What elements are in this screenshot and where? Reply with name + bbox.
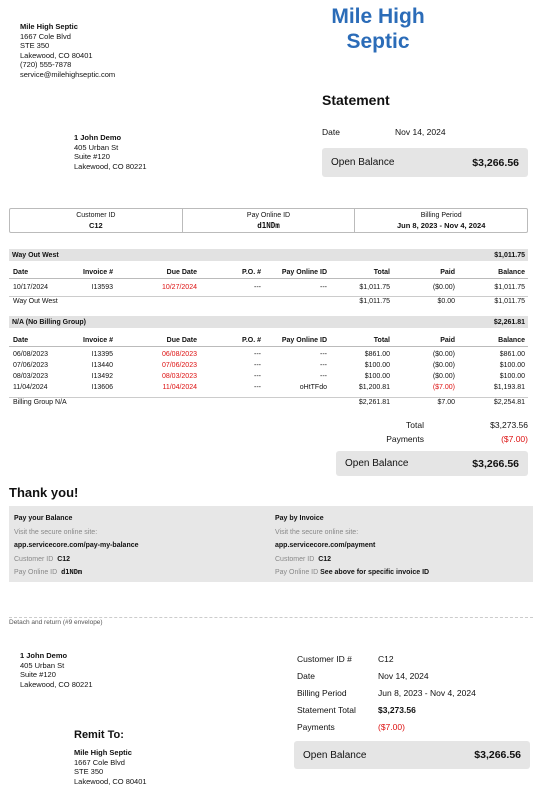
pay-balance-section: [14, 512, 139, 580]
open-balance-label: Open Balance: [345, 458, 409, 469]
col-total: Total: [373, 269, 390, 276]
statement-date: Nov 14, 2024: [395, 127, 446, 137]
stub-payments: ($7.00): [378, 722, 405, 732]
col-invoice: Invoice #: [83, 337, 113, 344]
table-row: [9, 372, 528, 382]
row-date: 07/06/2023: [13, 362, 49, 369]
col-pay-online-id: Pay Online ID: [281, 337, 327, 344]
pay-invoice-customer-id-label: Customer ID: [275, 555, 315, 563]
stub-customer-name: 1 John Demo: [20, 651, 68, 660]
row-pay-online-id: ---: [320, 373, 327, 380]
pay-invoice-title: Pay by Invoice: [275, 515, 324, 522]
subtotal-label: Way Out West: [13, 298, 58, 305]
total-value: $3,273.56: [490, 420, 528, 430]
col-due-date: Due Date: [166, 269, 197, 276]
col-balance: Balance: [498, 269, 525, 276]
billing-period-value: Jun 8, 2023 - Nov 4, 2024: [396, 221, 486, 230]
row-balance: $100.00: [499, 362, 525, 369]
customer-id-label: Customer ID: [76, 212, 116, 219]
remit-company-name: Mile High Septic: [74, 748, 132, 757]
row-invoice: I13395: [91, 351, 113, 358]
statement-title: Statement: [322, 92, 390, 108]
group-subtotal-row: [9, 296, 528, 306]
row-po: ---: [254, 384, 261, 391]
row-pay-online-id: oHtTFdo: [299, 384, 327, 391]
row-total: $861.00: [364, 351, 390, 358]
row-invoice: I13492: [91, 373, 113, 380]
row-due-date: 07/06/2023: [161, 362, 197, 369]
stub-statement-total: $3,273.56: [378, 705, 416, 715]
group-subtotal-row: [9, 397, 528, 407]
remit-address-block: [74, 748, 147, 786]
row-total: $1,200.81: [358, 384, 390, 391]
pay-invoice-online-note: See above for specific invoice ID: [320, 569, 430, 576]
col-paid: Paid: [440, 337, 455, 344]
stub-open-balance-amount: $3,266.56: [474, 749, 521, 761]
company-address2: STE 350: [20, 41, 50, 50]
stub-customer-id: C12: [378, 654, 394, 664]
open-balance-amount: $3,266.56: [472, 457, 519, 470]
company-logo: [322, 4, 434, 60]
row-po: ---: [254, 362, 261, 369]
pay-online-id-label: Pay Online ID: [246, 212, 291, 219]
col-total: Total: [373, 337, 390, 344]
pay-online-id-cell: [182, 209, 355, 232]
table-row: [9, 361, 528, 371]
table-header-row: [9, 268, 528, 279]
group-name: Way Out West: [12, 251, 59, 259]
customer-address1: 405 Urban St: [74, 142, 119, 152]
stub-values: [378, 651, 476, 736]
row-date: 11/04/2024: [13, 384, 48, 391]
col-pay-online-id: Pay Online ID: [281, 269, 327, 276]
row-due-date: 10/27/2024: [161, 284, 197, 291]
table-row: [9, 283, 528, 293]
row-po: ---: [254, 373, 261, 380]
payments-label: Payments: [386, 434, 424, 444]
row-date: 08/03/2023: [13, 373, 49, 380]
group-header: [9, 249, 528, 261]
billing-period-label: Billing Period: [420, 212, 462, 219]
row-date: 06/08/2023: [13, 351, 49, 358]
pay-balance-customer-id-label: Customer ID: [14, 555, 54, 563]
stub-date-label: Date: [297, 671, 315, 681]
pay-invoice-url[interactable]: app.servicecore.com/payment: [275, 542, 376, 549]
pay-balance-online-id: d1NDm: [61, 568, 83, 576]
stub-customer-address: [20, 651, 93, 689]
col-balance: Balance: [498, 337, 525, 344]
open-balance-amount: $3,266.56: [472, 156, 519, 169]
stub-billing-period-label: Billing Period: [297, 688, 347, 698]
row-invoice: I13606: [91, 384, 113, 391]
row-pay-online-id: ---: [320, 284, 327, 291]
customer-id-cell: [10, 209, 182, 232]
logo-line2: Septic: [346, 30, 410, 53]
open-balance-box: [322, 148, 528, 177]
totals-open-balance-box: [336, 451, 528, 476]
stub-open-balance-box: [294, 741, 530, 769]
stub-customer-address1: 405 Urban St: [20, 660, 65, 670]
subtotal-paid: $0.00: [437, 298, 455, 305]
payment-instructions: [9, 506, 533, 582]
table-row: [9, 383, 528, 393]
row-paid: ($0.00): [432, 373, 455, 380]
remit-address1: 1667 Cole Blvd: [74, 757, 125, 767]
logo-line1: Mile High: [331, 5, 425, 28]
row-balance: $1,011.75: [494, 284, 525, 291]
open-balance-label: Open Balance: [331, 157, 395, 168]
col-po: P.O. #: [242, 269, 261, 276]
stub-labels: [297, 651, 356, 736]
row-paid: ($0.00): [432, 351, 455, 358]
total-label: Total: [406, 420, 424, 430]
row-invoice: I13440: [91, 362, 113, 369]
col-date: Date: [13, 269, 29, 276]
pay-balance-url[interactable]: app.servicecore.com/pay-my-balance: [14, 542, 139, 549]
subtotal-balance: $2,254.81: [493, 399, 525, 406]
stub-open-balance-label: Open Balance: [303, 749, 367, 761]
subtotal-total: $1,011.75: [359, 298, 390, 305]
row-due-date: 11/04/2024: [162, 384, 197, 391]
group-header: [9, 316, 528, 328]
row-due-date: 06/08/2023: [161, 351, 197, 358]
row-balance: $1,193.81: [493, 384, 525, 391]
row-paid: ($0.00): [432, 362, 455, 369]
account-ids-table: [9, 208, 528, 233]
col-paid: Paid: [440, 269, 455, 276]
stub-customer-address2: Suite #120: [20, 670, 56, 679]
group-name: N/A (No Billing Group): [12, 318, 87, 326]
row-pay-online-id: ---: [320, 351, 327, 358]
row-total: $100.00: [364, 373, 390, 380]
row-po: ---: [254, 284, 261, 291]
stub-customer-id-label: Customer ID #: [297, 654, 352, 664]
row-po: ---: [254, 351, 261, 358]
table-row: [9, 350, 528, 360]
company-name: Mile High Septic: [20, 22, 78, 31]
company-phone: (720) 555-7878: [20, 60, 72, 69]
pay-balance-visit: Visit the secure online site:: [14, 528, 98, 536]
row-date: 10/17/2024: [13, 284, 49, 291]
row-invoice: I13593: [91, 284, 113, 291]
subtotal-balance: $1,011.75: [494, 298, 525, 305]
group-balance: $1,011.75: [494, 251, 525, 259]
row-balance: $861.00: [499, 351, 525, 358]
col-due-date: Due Date: [166, 337, 197, 344]
company-city: Lakewood, CO 80401: [20, 50, 93, 60]
row-due-date: 08/03/2023: [161, 373, 197, 380]
customer-name: 1 John Demo: [74, 133, 122, 142]
pay-online-id-value: d1NDm: [257, 221, 280, 230]
col-date: Date: [13, 337, 29, 344]
stub-statement-total-label: Statement Total: [297, 705, 356, 715]
stub-payments-label: Payments: [297, 722, 335, 732]
remit-address2: STE 350: [74, 767, 104, 776]
pay-invoice-online-label: Pay Online ID: [275, 569, 319, 576]
col-invoice: Invoice #: [83, 269, 113, 276]
pay-balance-customer-id: C12: [57, 555, 71, 563]
row-total: $1,011.75: [359, 284, 390, 291]
thank-you-heading: Thank you!: [9, 485, 79, 500]
detach-divider: [9, 617, 533, 618]
company-address1: 1667 Cole Blvd: [20, 31, 71, 41]
customer-city: Lakewood, CO 80221: [74, 161, 147, 171]
detach-instructions: Detach and return (#9 envelope): [9, 619, 103, 626]
remit-to-heading: Remit To:: [74, 729, 124, 741]
pay-invoice-section: [275, 512, 429, 580]
stub-customer-city: Lakewood, CO 80221: [20, 679, 93, 689]
pay-invoice-customer-id: C12: [318, 555, 332, 563]
row-paid: ($0.00): [432, 284, 455, 291]
subtotal-paid: $7.00: [437, 399, 455, 406]
stub-date: Nov 14, 2024: [378, 671, 429, 681]
customer-id-value: C12: [88, 221, 103, 230]
group-balance: $2,261.81: [493, 318, 525, 326]
table-header-row: [9, 336, 528, 347]
statement-date-label: Date: [322, 127, 340, 137]
row-balance: $100.00: [499, 373, 525, 380]
company-address-block: [20, 22, 115, 79]
stub-billing-period: Jun 8, 2023 - Nov 4, 2024: [378, 688, 476, 698]
company-email: service@milehighseptic.com: [20, 69, 116, 79]
remit-city: Lakewood, CO 80401: [74, 776, 147, 786]
row-paid: ($7.00): [432, 384, 455, 391]
subtotal-label: Billing Group N/A: [13, 399, 67, 406]
pay-balance-title: Pay your Balance: [14, 515, 73, 522]
customer-address2: Suite #120: [74, 152, 110, 161]
row-pay-online-id: ---: [320, 362, 327, 369]
pay-balance-online-label: Pay Online ID: [14, 569, 58, 576]
customer-address-block: [74, 133, 147, 171]
row-total: $100.00: [364, 362, 390, 369]
billing-period-cell: [354, 209, 527, 232]
subtotal-total: $2,261.81: [358, 399, 390, 406]
col-po: P.O. #: [242, 337, 261, 344]
pay-invoice-visit: Visit the secure online site:: [275, 528, 359, 536]
payments-value: ($7.00): [501, 434, 528, 444]
